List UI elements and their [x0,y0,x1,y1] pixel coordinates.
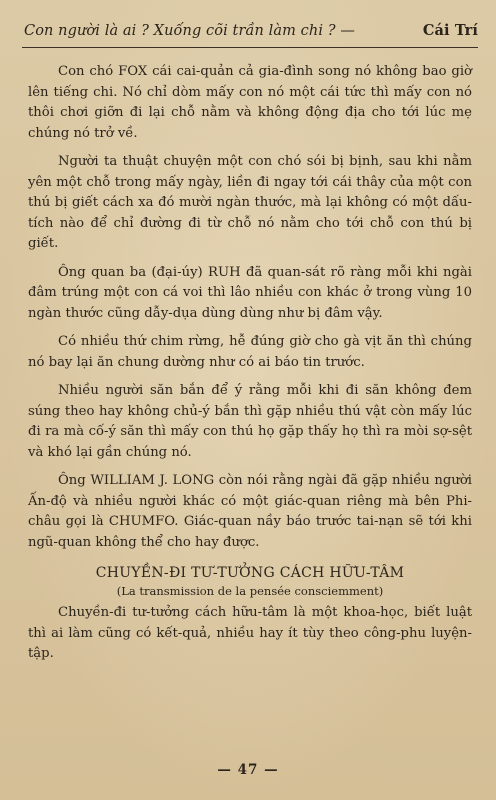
page-body [28,62,472,673]
page-number: — 47 — [217,762,279,778]
paragraph-4: Có nhiều thứ chim rừng, hễ đúng giờ cho gà vịt ăn thì chúng nó bay lại ăn chung dường như có ai báo tin trước. [28,334,472,370]
paragraph-5: Nhiều người săn bắn để ý rằng mỗi khi đi săn không đem súng theo hay không chủ-ý bắn thì gặp nhiều thú vật còn mấy lúc đi ra mà cố-ý săn thì mấy con thú họ gặp thấy họ thì ra mòi sợ-sệt và khó lại gần chúng nó. [28,383,472,460]
section-title: CHUYỀN-ĐI TƯ-TƯỞNG CÁCH HỮU-TÂM [95,565,405,581]
paragraph-1: Con chó FOX cái cai-quản cả gia-đình song nó không bao giờ lên tiếng chi. Nó chỉ dòm mấy con nó một cái tức thì mấy con nó thôi chơi giỡn đi lại chỗ nằm và không động địa cho tới lúc mẹ chúng nó trở về. [28,64,472,141]
paragraph-2: Người ta thuật chuyện một con chó sói bị bịnh, sau khi nằm yên một chỗ trong mấy ngày, liền đi ngay tới cái thây của một con thú bị giết cách xa đó mười ngàn thước, mà lại không có một dấu-tích nào để chỉ đường đi từ chỗ nó nằm cho tới chỗ con thú bị giết. [28,154,472,251]
section-subtitle: (La transmission de la pensée consciemment) [116,584,384,598]
header-separator: — [340,23,355,39]
paragraph-6: Ông WILLIAM J. LONG còn nói rằng ngài đã gặp nhiều người Ấn-độ và nhiều người khác có một giác-quan riêng mà bên Phi-châu gọi là CHUMFO. Giác-quan nầy báo trước tai-nạn sẽ tới khi ngũ-quan không thể cho hay được. [28,473,472,550]
header-title: Con người là ai ? Xuống cõi trần làm chi ? [24,23,336,39]
header-author: Cái Trí [422,22,478,39]
running-header [24,18,478,44]
section-paragraph-1: Chuyền-đi tư-tưởng cách hữu-tâm là một khoa-học, biết luật thì ai làm cũng có kết-quả, nhiều hay ít tùy theo công-phu luyện-tập. [28,605,472,661]
header-rule [22,47,478,48]
paragraph-3: Ông quan ba (đại-úy) RUH đã quan-sát rõ ràng mỗi khi ngài đâm trúng một con cá voi thì lâo nhiều con khác ở trong vùng 10 ngàn thước cũng dẫy-dụa dùng dùng như bị đâm vậy. [28,264,472,321]
